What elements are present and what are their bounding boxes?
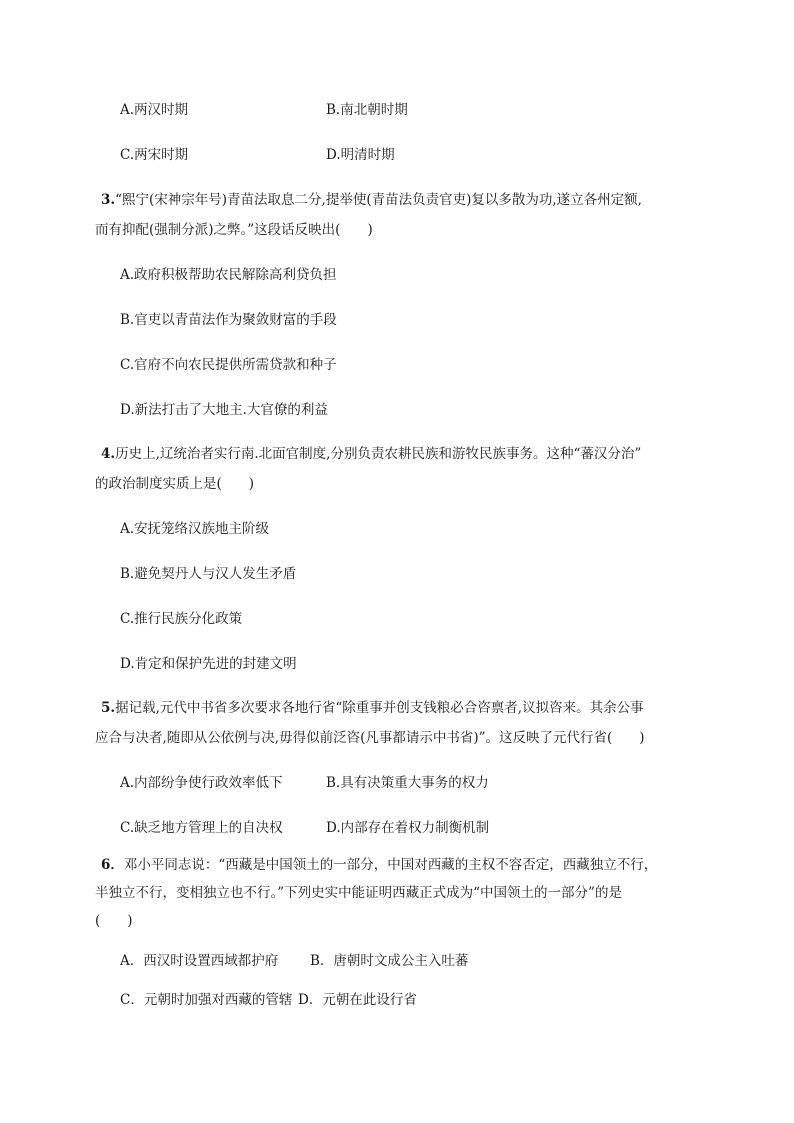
- q2-option-a: A.两汉时期: [120, 102, 189, 118]
- q3-option-b: B.官吏以青苗法作为聚敛财富的手段: [120, 312, 337, 328]
- q4-option-a: A.安抚笼络汉族地主阶级: [120, 521, 270, 537]
- q3-stem-line2: 而有抑配(强制分派)之弊。”这段话反映出( ): [95, 222, 373, 238]
- q3-stem-line1: [101, 191, 642, 209]
- q6-option-d: D．元朝在此设行省: [298, 992, 417, 1008]
- q5-option-c: C.缺乏地方管理上的自决权: [120, 820, 283, 836]
- q5-option-b: B.具有决策重大事务的权力: [326, 775, 489, 791]
- q4-text-line1: 历史上,辽统治者实行南.北面官制度,分别负责农耕民族和游牧民族事务。这种“蕃汉分治”: [115, 446, 642, 462]
- q6-stem-line1: [101, 856, 657, 874]
- q2-option-d: D.明清时期: [326, 147, 395, 163]
- q5-number: 5.: [101, 700, 116, 716]
- q5-option-d: D.内部存在着权力制衡机制: [326, 820, 490, 836]
- q3-option-c: C.官府不向农民提供所需贷款和种子: [120, 357, 337, 373]
- q2-option-c: C.两宋时期: [120, 147, 189, 163]
- q3-number: 3.: [101, 192, 116, 208]
- q2-option-b: B.南北朝时期: [326, 102, 408, 118]
- q6-stem-line3: ( ): [95, 913, 133, 929]
- q6-option-c: C．元朝时加强对西藏的管辖: [120, 992, 293, 1008]
- q3-text-line1: “熙宁(宋神宗年号)青苗法取息二分,提举使(青苗法负责官吏)复以多散为功,遂立各州定额,: [115, 192, 642, 208]
- q4-stem-line1: [101, 445, 641, 463]
- q6-option-b: B．唐朝时文成公主入吐蕃: [310, 953, 469, 969]
- q4-option-c: C.推行民族分化政策: [120, 611, 243, 627]
- q3-option-d: D.新法打击了大地主.大官僚的利益: [120, 402, 328, 418]
- q4-option-d: D.肯定和保护先进的封建文明: [120, 656, 297, 672]
- q6-stem-line2: 半独立不行，变相独立也不行。”下列史实中能证明西藏正式成为“中国领土的一部分”的是: [95, 885, 622, 901]
- q5-text-line1: 据记载,元代中书省多次要求各地行省“除重事并创支钱粮必合咨禀者,议拟咨来。其余公事: [115, 700, 644, 716]
- q4-number: 4.: [101, 446, 116, 462]
- q5-option-a: A.内部纷争使行政效率低下: [120, 775, 283, 791]
- q4-option-b: B.避免契丹人与汉人发生矛盾: [120, 566, 297, 582]
- q5-stem-line1: [101, 699, 644, 717]
- q6-number: 6．: [101, 857, 124, 873]
- q3-option-a: A.政府积极帮助农民解除高利贷负担: [120, 267, 337, 283]
- q6-text-line1: 邓小平同志说：“西藏是中国领土的一部分，中国对西藏的主权不容否定，西藏独立不行，: [123, 857, 658, 873]
- q4-stem-line2: 的政治制度实质上是( ): [95, 476, 255, 492]
- q6-option-a: A．西汉时设置西域都护府: [120, 953, 279, 969]
- q5-stem-line2: 应合与决者,随即从公依例与决,毋得似前泛咨(凡事都请示中书省)”。这反映了元代行省( ): [95, 730, 645, 746]
